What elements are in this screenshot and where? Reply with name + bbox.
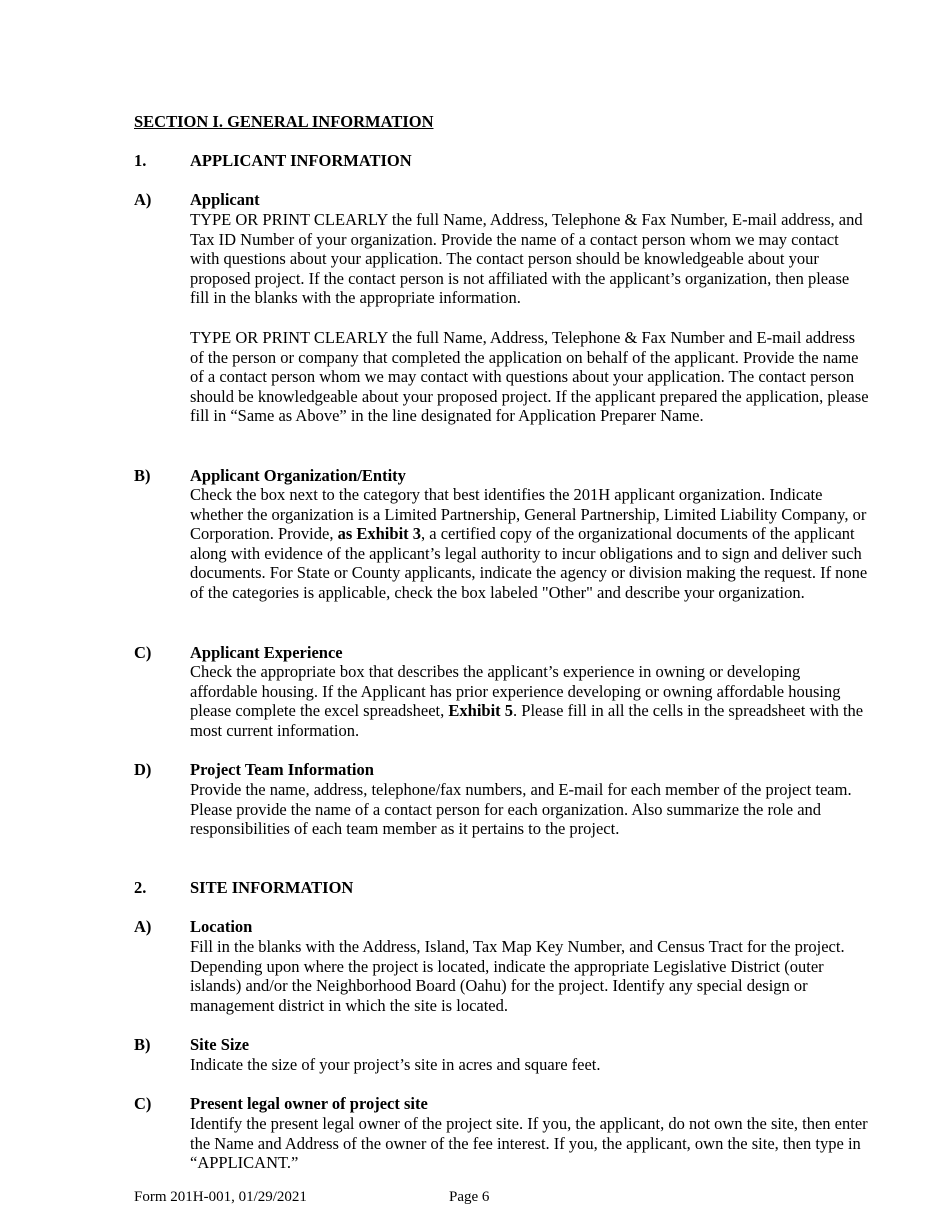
part1-a-heading: Applicant	[190, 190, 260, 209]
part2-a-heading: Location	[190, 917, 253, 936]
section-title: SECTION I. GENERAL INFORMATION	[134, 112, 434, 131]
part1-d-label: D)	[134, 760, 152, 779]
part2-b-heading: Site Size	[190, 1035, 250, 1054]
part2-b-paragraph: Indicate the size of your project’s site in acres and square feet.	[190, 1055, 601, 1074]
part2-a-paragraph: Fill in the blanks with the Address, Island, Tax Map Key Number, and Census Tract for the project. Depending upon where the project is located, indicate the appropriate Legislative District (outer islands) and/or the Neighborhood Board (Oahu) for the project. Identify any special design or management district in which the site is located.	[190, 937, 845, 1015]
part1-c-text-post: . Please fill in all the cells in the spreadsheet with the most current information.	[190, 701, 864, 740]
part1-d-paragraph: Provide the name, address, telephone/fax numbers, and E-mail for each member of the project team. Please provide the name of a contact person for each organization. Also summarize the role and responsibilities of each team member as it pertains to the project.	[190, 780, 852, 839]
part1-c-heading: Applicant Experience	[190, 643, 343, 662]
part1-c-exhibit-ref: Exhibit 5	[448, 701, 514, 721]
part1-c-text-pre: Check the appropriate box that describes the applicant’s experience in owning or developing affordable housing. If the Applicant has prior experience developing or owning affordable housing please complete the excel spreadsheet,	[190, 662, 841, 721]
part1-c-paragraph	[190, 662, 870, 740]
footer-page-number: Page 6	[449, 1189, 490, 1205]
part1-b-label: B)	[134, 466, 151, 485]
part1-number: 1.	[134, 151, 147, 170]
part1-b-text-pre: Check the box next to the category that best identifies the 201H applicant organization. Indicate whether the organization is a Limited Partnership, General Partnership, Limited Liability Company, or Corporation. Provide,	[190, 485, 867, 544]
part2-c-label: C)	[134, 1094, 152, 1113]
part2-c-heading: Present legal owner of project site	[190, 1094, 428, 1113]
part2-number: 2.	[134, 878, 147, 897]
part1-title: APPLICANT INFORMATION	[190, 151, 412, 170]
part2-b-label: B)	[134, 1035, 151, 1054]
part1-b-exhibit-ref: as Exhibit 3	[337, 524, 422, 544]
part1-c-label: C)	[134, 643, 152, 662]
part2-title: SITE INFORMATION	[190, 878, 354, 897]
part1-b-paragraph	[190, 485, 870, 603]
part1-b-text-post: , a certified copy of the organizational documents of the applicant along with evidence of the applicant’s legal authority to incur obligations and to sign and deliver such documents. For State or County applicants, indicate the agency or division making the request. If none of the categories is applicable, check the box labeled "Other" and describe your organization.	[190, 524, 868, 602]
part2-c-paragraph: Identify the present legal owner of the project site. If you, the applicant, do not own the site, then enter the Name and Address of the owner of the fee interest. If you, the applicant, own the site, then type in “APPLICANT.”	[190, 1114, 868, 1173]
part1-d-heading: Project Team Information	[190, 760, 374, 779]
part1-a-label: A)	[134, 190, 152, 209]
part1-b-heading: Applicant Organization/Entity	[190, 466, 406, 485]
footer-form-id: Form 201H-001, 01/29/2021	[134, 1189, 307, 1205]
part1-a-paragraph1: TYPE OR PRINT CLEARLY the full Name, Address, Telephone & Fax Number, E-mail address, and Tax ID Number of your organization. Provide the name of a contact person whom we may contact with questions about your application. The contact person should be knowledgeable about your proposed project. If the contact person is not affiliated with the applicant’s organization, then please fill in the blanks with the appropriate information.	[190, 210, 863, 308]
part2-a-label: A)	[134, 917, 152, 936]
part1-a-paragraph2: TYPE OR PRINT CLEARLY the full Name, Address, Telephone & Fax Number and E-mail address of the person or company that completed the application on behalf of the applicant. Provide the name of a contact person whom we may contact with questions about your application. The contact person should be knowledgeable about your proposed project. If the applicant prepared the application, please fill in “Same as Above” in the line designated for Application Preparer Name.	[190, 328, 869, 426]
